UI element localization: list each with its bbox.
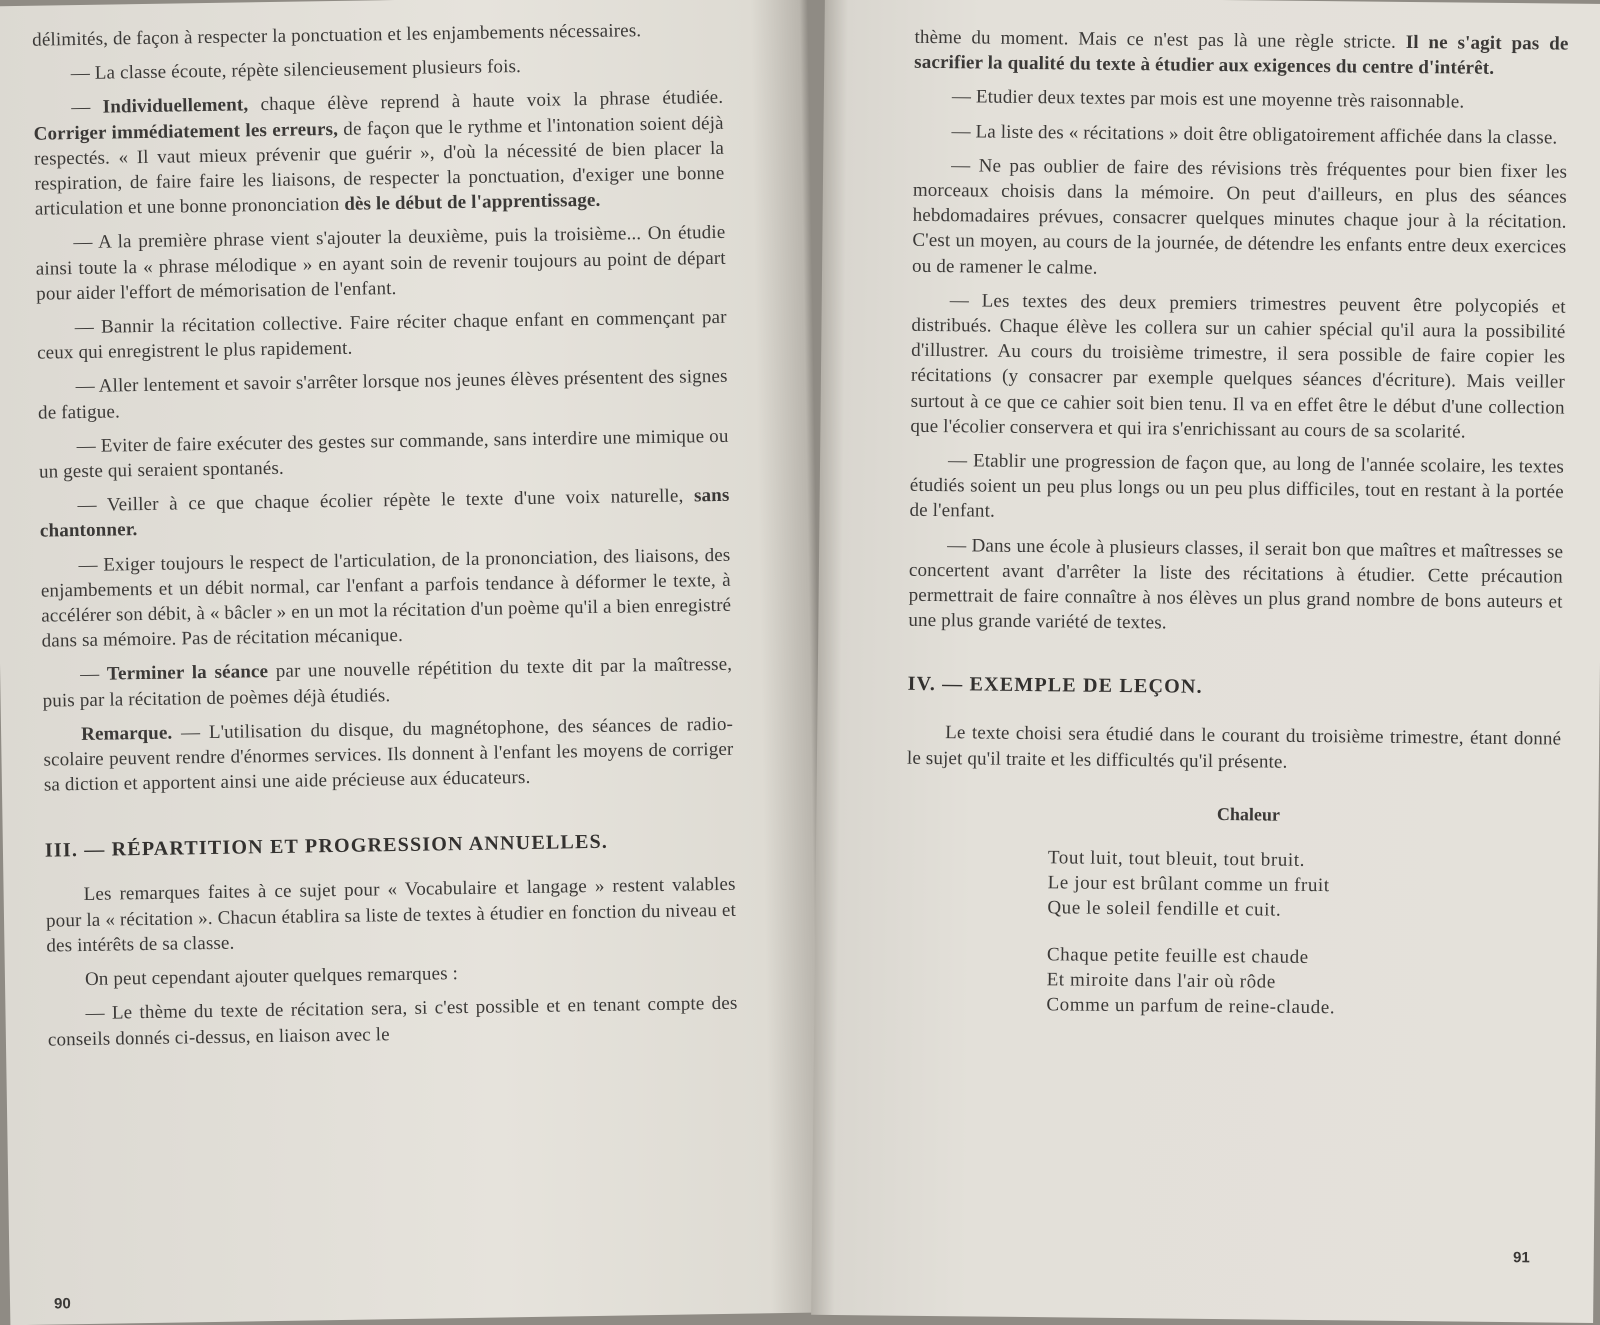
text-run: Les remarques faites à ce sujet pour « Vocabulaire et langage » restent valables pour la « récitation ». Chacun établira sa liste de textes à étudier en fonction du niveau et des intérêts de sa classe. (45, 874, 737, 957)
paragraph (33, 85, 725, 222)
paragraph (914, 25, 1568, 82)
poem-line: Comme un parfum de reine-claude. (1046, 994, 1336, 1019)
text-run: délimités, de façon à respecter la ponctuation et les enjambements nécessaires. (32, 20, 642, 51)
poem-line: Et miroite dans l'air où rôde (1046, 969, 1276, 993)
paragraph (45, 872, 736, 958)
poem-stanza (1047, 845, 1560, 925)
poem (1046, 845, 1560, 1022)
text-run: chaque élève reprend à haute voix la phrase étudiée. (248, 87, 724, 116)
text-run: — Les textes des deux premiers trimestres peuvent être polycopiés et distribués. Chaque élève les collera sur un cahier spécial qu'il aura la possibilité d'illustrer. Au cours du troisième trimestre, il sera possible de faire copier les récitations (y consacrer par exemple quelques séances d'écriture). Mais veiller surtout à ce que ce cahier soit bien tenu. Il va en effet être le début d'une collection que l'écolier conservera et qui ira s'enrichissant au cours de sa scolarité. (910, 289, 1566, 443)
section-4-heading: IV. — EXEMPLE DE LEÇON. (907, 673, 1203, 699)
paragraph (42, 652, 733, 713)
paragraph (35, 220, 726, 306)
text-run: — La liste des « récitations » doit être obligatoirement affichée dans la classe. (951, 120, 1558, 149)
paragraph (38, 424, 729, 485)
text-run: — La classe écoute, répète silencieusement plusieurs fois. (70, 56, 522, 85)
bold-text: Remarque. (80, 722, 173, 745)
left-page-body (32, 17, 734, 798)
text-run: — Ne pas oublier de faire des révisions très fréquentes pour bien fixer les morceaux choisis dans la mémoire. On peut d'ailleurs, en plus des séances hebdomadaires prévues, consacrer quelques minutes chaque jour à la récitation. C'est un moyen, au cours de la journée, de détendre les enfants entre deux exercices ou de ramener le calme. (912, 154, 1568, 279)
paragraph (40, 542, 731, 654)
paragraph (913, 118, 1567, 150)
bold-text: Terminer la séance (106, 661, 269, 686)
poem-line: Chaque petite feuille est chaude (1046, 944, 1309, 968)
paragraph (39, 483, 730, 544)
section-4-paragraph: Le texte choisi sera étudié dans le courant du troisième trimestre, étant donné le sujet qu'il traite et les difficultés qu'il présente. (906, 722, 1562, 773)
paragraph (47, 991, 738, 1052)
text-run: — (80, 664, 108, 686)
section-3-body (45, 872, 738, 1052)
page-number-right: 91 (1512, 1249, 1530, 1267)
page-number-left: 90 (53, 1295, 71, 1313)
text-run: — Veiller à ce que chaque écolier répète le texte d'une voix naturelle, (77, 485, 695, 517)
paragraph (32, 17, 722, 53)
bold-text: sans chantonner. (39, 485, 730, 543)
poem-line: Le jour est brûlant comme un fruit (1047, 872, 1330, 897)
paragraph (43, 712, 734, 798)
paragraph (47, 957, 737, 993)
bold-text: Il ne s'agit pas de sacrifier la qualité du texte à étudier aux exigences du centre d'intérêt. (914, 31, 1569, 80)
poem-stanza (1046, 942, 1559, 1022)
text-run: — L'utilisation du disque, du magnétophone, des séances de radio-scolaire peuvent rendre d'énormes services. Ils donnent à l'enfant les moyens de corriger sa diction et apportent ainsi une aide précieuse aux éducateurs. (43, 713, 734, 796)
bold-text: Individuellement, (102, 94, 249, 119)
text-run: On peut cependant ajouter quelques remarques : (84, 963, 459, 991)
paragraph (908, 532, 1563, 640)
text-run: — Le thème du texte de récitation sera, si c'est possible et en tenant compte des conseils donnés ci-dessus, en liaison avec le (47, 993, 738, 1051)
poem-title: Chaleur (1216, 803, 1280, 825)
text-run: — A la première phrase vient s'ajouter la deuxième, puis la troisième... On étudie ainsi toute la « phrase mélodique » en ayant soin de revenir toujours au point de départ pour aider l'effort de mémorisation de l'enfant. (35, 222, 726, 305)
paragraph (910, 288, 1566, 446)
paragraph (909, 448, 1564, 530)
poem-line: Que le soleil fendille et cuit. (1047, 897, 1282, 921)
paragraph (37, 305, 728, 366)
right-page (811, 0, 1600, 1323)
text-run: — Etudier deux textes par mois est une moyenne très raisonnable. (951, 86, 1465, 113)
text-run: par une nouvelle répétition du texte dit par la maîtresse, puis par la récitation de poèmes déjà étudiés. (42, 654, 733, 712)
bold-text: Corriger immédiatement les erreurs, (33, 118, 339, 145)
text-run: de façon que le rythme et l'intonation soient déjà respectés. « Il vaut mieux prévenir que guérir », d'où la nécessité de bien placer la respiration, de faire faire les liaisons, de respecter la ponctuation, d'exiger une bonne articulation et une bonne prononciation (33, 112, 725, 220)
paragraph (912, 153, 1567, 286)
text-run: — (71, 97, 103, 119)
text-run: — Eviter de faire exécuter des gestes sur commande, sans interdire une mimique ou un geste qui seraient spontanés. (38, 425, 729, 483)
section-3-heading: III. — RÉPARTITION ET PROGRESSION ANNUELLES. (44, 831, 609, 863)
text-run: — Dans une école à plusieurs classes, il serait bon que maîtres et maîtresses se concertent avant d'arrêter la liste des récitations à étudier. Cette précaution permettrait de faire connaître à nos élèves un plus grand nombre de bons auteurs et une plus grande variété de textes. (908, 534, 1564, 634)
text-run: — Exiger toujours le respect de l'articulation, de la prononciation, des liaisons, des enjambements et un débit normal, car l'enfant a parfois tendance à déformer le texte, à accélérer son débit, à « bâcler » en un mot la récitation d'un poème qu'il a bien enregistré dans sa mémoire. Pas de récitation mécanique. (40, 544, 732, 652)
paragraph (33, 51, 723, 87)
paragraph (37, 364, 728, 425)
text-run: — Aller lentement et savoir s'arrêter lorsque nos jeunes élèves présentent des signes de fatigue. (37, 366, 728, 424)
right-page-body (908, 25, 1568, 640)
text-run: — Bannir la récitation collective. Faire réciter chaque enfant en commençant par ceux qui enregistrent le plus rapidement. (36, 306, 727, 364)
bold-text: dès le début de l'apprentissage. (344, 190, 601, 216)
text-run: thème du moment. Mais ce n'est pas là une règle stricte. (914, 26, 1406, 53)
paragraph (914, 84, 1568, 116)
poem-line: Tout luit, tout bleuit, tout bruit. (1047, 847, 1306, 871)
text-run: — Etablir une progression de façon que, au long de l'année scolaire, les textes étudiés soient un peu plus longs ou un peu plus difficiles, tout en restant à la portée de l'enfant. (909, 450, 1565, 523)
